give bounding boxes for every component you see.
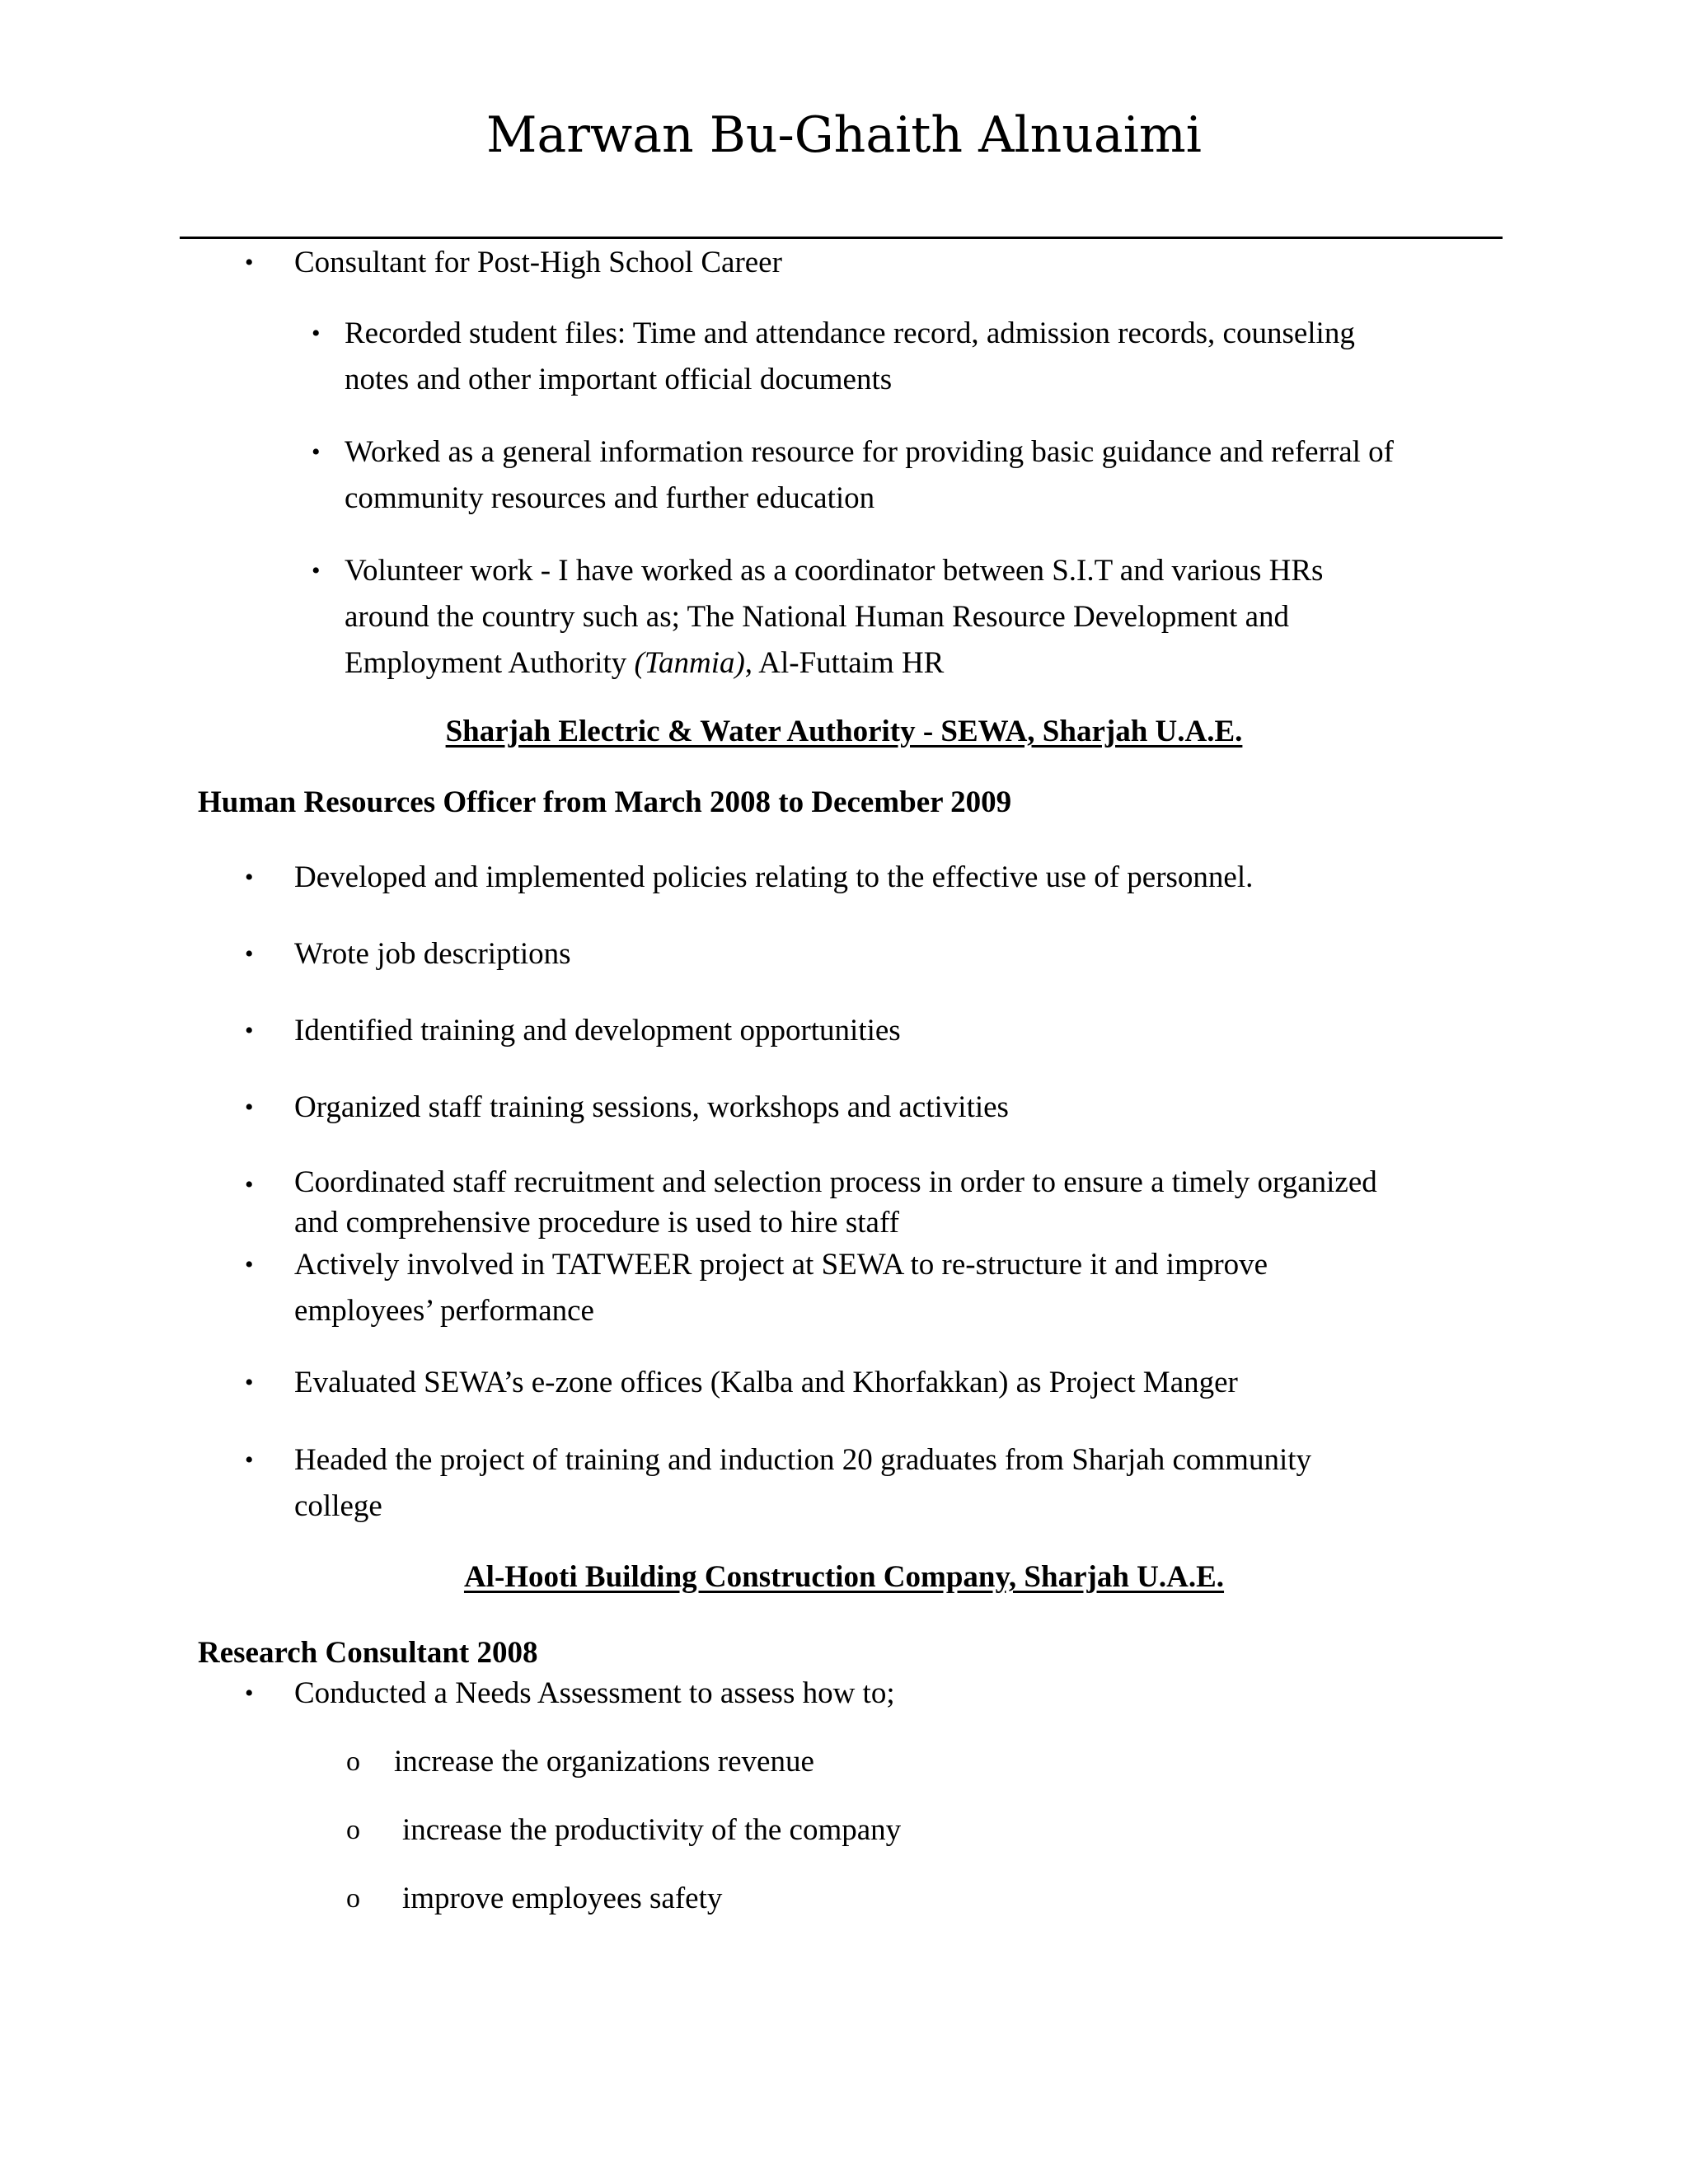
sub-bullet-icon: o <box>346 1883 360 1914</box>
sub-list-item: increase the productivity of the company <box>402 1813 902 1847</box>
bullet-icon: • <box>245 864 254 891</box>
list-item <box>294 1242 1268 1334</box>
bullet-icon: • <box>245 1369 254 1396</box>
bullet-icon: • <box>245 1171 254 1198</box>
candidate-name: Marwan Bu-Ghaith Alnuaimi <box>486 106 1202 164</box>
list-item: Evaluated SEWA’s e-zone offices (Kalba and Khorfakkan) as Project Manger <box>294 1366 1238 1399</box>
list-item: Organized staff training sessions, workshops and activities <box>294 1090 1009 1124</box>
list-item-line: Actively involved in TATWEER project at SEWA to re-structure it and improve <box>294 1248 1268 1282</box>
bullet-icon: • <box>312 320 321 347</box>
bullet-icon: • <box>245 940 254 968</box>
sub-list-item: increase the organizations revenue <box>394 1745 814 1779</box>
list-item <box>345 311 1355 403</box>
bullet-icon: • <box>245 1680 254 1707</box>
bullet-icon: • <box>245 1094 254 1121</box>
list-item-line: employees’ performance <box>294 1294 594 1328</box>
list-item <box>294 1162 1377 1243</box>
list-item <box>294 1437 1311 1530</box>
list-item-line: Volunteer work - I have worked as a coordinator between S.I.T and various HRs <box>345 554 1324 588</box>
list-item: Wrote job descriptions <box>294 937 571 971</box>
italic-text: (Tanmia), <box>634 646 753 680</box>
list-item: Identified training and development opportunities <box>294 1014 901 1047</box>
list-item-line: notes and other important official documents <box>345 363 893 396</box>
sub-list-item: improve employees safety <box>402 1882 723 1915</box>
consultant-title: Consultant for Post-High School Career <box>294 246 782 279</box>
sub-bullet-icon: o <box>346 1815 360 1845</box>
list-item-line: Headed the project of training and induction 20 graduates from Sharjah community <box>294 1443 1312 1477</box>
text-span: Al-Futtaim HR <box>753 646 945 680</box>
list-item-line <box>345 640 1323 687</box>
role-heading: Human Resources Officer from March 2008 to December 2009 <box>198 785 1012 819</box>
header-divider <box>180 237 1503 239</box>
list-item <box>345 548 1323 687</box>
list-item-line: Recorded student files: Time and attendance record, admission records, counseling <box>345 316 1355 350</box>
list-item: Conducted a Needs Assessment to assess how to; <box>294 1676 895 1710</box>
bullet-icon: • <box>245 1017 254 1044</box>
list-item: Developed and implemented policies relating to the effective use of personnel. <box>294 860 1254 894</box>
bullet-icon: • <box>245 1251 254 1278</box>
text-span: Employment Authority <box>345 646 635 680</box>
employer-heading: Sharjah Electric & Water Authority - SEWA, Sharjah U.A.E. <box>445 715 1243 748</box>
sub-bullet-icon: o <box>346 1746 360 1777</box>
list-item-line: college <box>294 1489 382 1523</box>
employer-heading: Al-Hooti Building Construction Company, Sharjah U.A.E. <box>463 1560 1225 1594</box>
list-item-line: around the country such as; The National Human Resource Development and <box>345 600 1289 634</box>
bullet-icon: • <box>312 557 321 584</box>
list-item-line: Worked as a general information resource for providing basic guidance and referral of <box>345 435 1394 469</box>
list-item <box>345 429 1394 522</box>
list-item-line: and comprehensive procedure is used to hire staff <box>294 1206 899 1240</box>
list-item-line: Coordinated staff recruitment and selection process in order to ensure a timely organized <box>294 1165 1377 1199</box>
list-item-line: community resources and further education <box>345 481 875 515</box>
role-heading: Research Consultant 2008 <box>198 1636 538 1670</box>
bullet-icon: • <box>312 438 321 466</box>
bullet-icon: • <box>245 249 254 276</box>
bullet-icon: • <box>245 1446 254 1474</box>
